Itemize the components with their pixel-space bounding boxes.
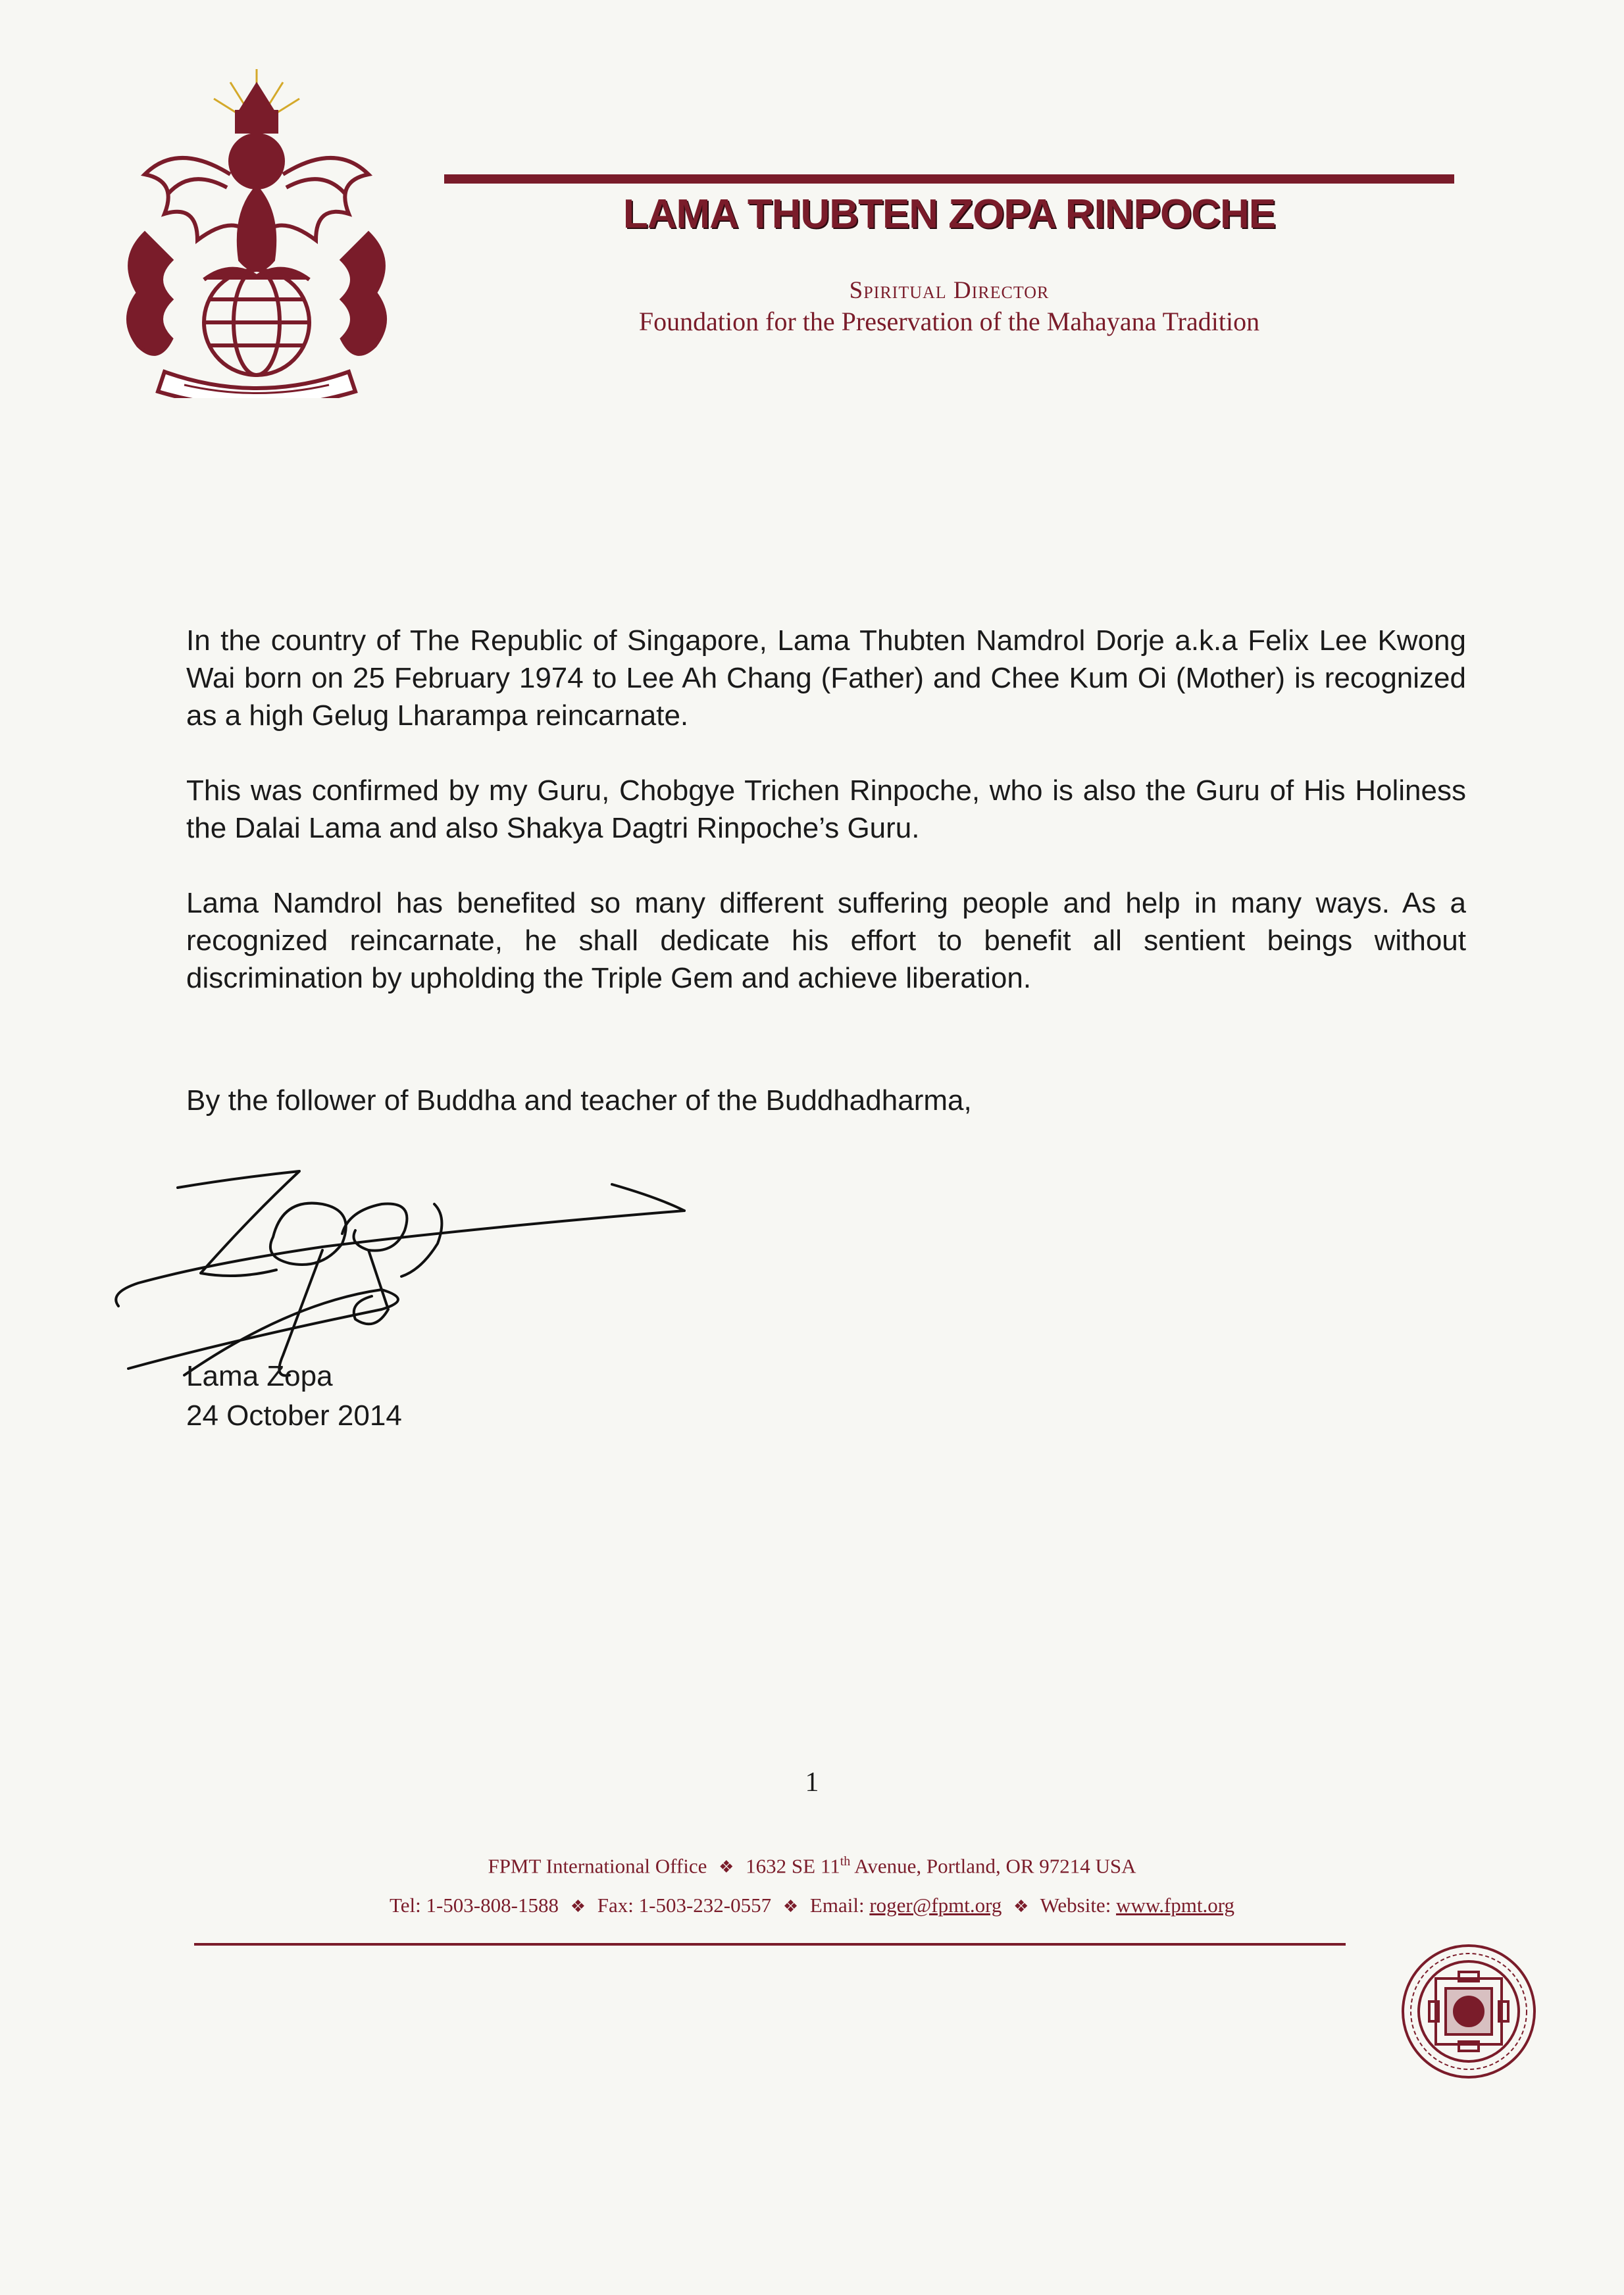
diamond-separator-icon: ❖ (570, 1897, 586, 1916)
footer-email-link[interactable]: roger@fpmt.org (869, 1894, 1002, 1917)
footer-website-label: Website: (1040, 1894, 1111, 1917)
footer-address (0, 1854, 1624, 1878)
footer-address-city: Avenue, Portland, OR 97214 USA (850, 1854, 1136, 1878)
diamond-separator-icon: ❖ (1013, 1897, 1029, 1916)
body-paragraph: In the country of The Republic of Singapore, Lama Thubten Namdrol Dorje a.k.a Felix Lee Kwong Wai born on 25 February 1974 to Lee Ah Chang (Father) and Chee Kum Oi (Mother) is recognized as a high Gelug Lharampa reincarnate. (186, 624, 1466, 732)
footer-address-sup: th (840, 1854, 851, 1869)
letter-body (186, 622, 1466, 1034)
body-paragraph: Lama Namdrol has benefited so many different suffering people and help in many ways. As a recognized reincarnate, he shall dedicate his effort to benefit all sentient beings without discrimination by upholding the Triple Gem and achieve liberation. (186, 887, 1466, 994)
diamond-separator-icon: ❖ (782, 1897, 799, 1916)
footer-office: FPMT International Office (488, 1854, 707, 1878)
page-number: 1 (805, 1767, 819, 1798)
signature-date: 24 October 2014 (186, 1400, 402, 1432)
body-paragraph: This was confirmed by my Guru, Chobgye Trichen Rinpoche, who is also the Guru of His Holiness the Dalai Lama and also Shakya Dagtri Rinpoche’s Guru. (186, 774, 1466, 844)
letterhead-role: Spiritual Director (849, 277, 1050, 304)
diamond-separator-icon: ❖ (719, 1857, 734, 1877)
garuda-crest-logo (99, 63, 415, 398)
footer-website-link[interactable]: www.fpmt.org (1116, 1894, 1235, 1917)
closing-line: By the follower of Buddha and teacher of the Buddhadharma, (186, 1084, 972, 1117)
letterhead-organization: Foundation for the Preservation of the Mahayana Tradition (638, 307, 1260, 336)
header-rule (444, 174, 1454, 184)
signatory-name: Lama Zopa (186, 1360, 333, 1392)
footer-tel: Tel: 1-503-808-1588 (389, 1894, 559, 1917)
footer-contact (0, 1894, 1624, 1917)
footer-fax: Fax: 1-503-232-0557 (597, 1894, 772, 1917)
footer-address-street: 1632 SE 11 (746, 1854, 840, 1878)
footer-rule (194, 1943, 1346, 1946)
letterhead-name: LAMA THUBTEN ZOPA RINPOCHE (622, 191, 1276, 237)
mandala-seal-icon (1398, 1941, 1540, 2082)
footer-email-label: Email: (809, 1894, 865, 1917)
